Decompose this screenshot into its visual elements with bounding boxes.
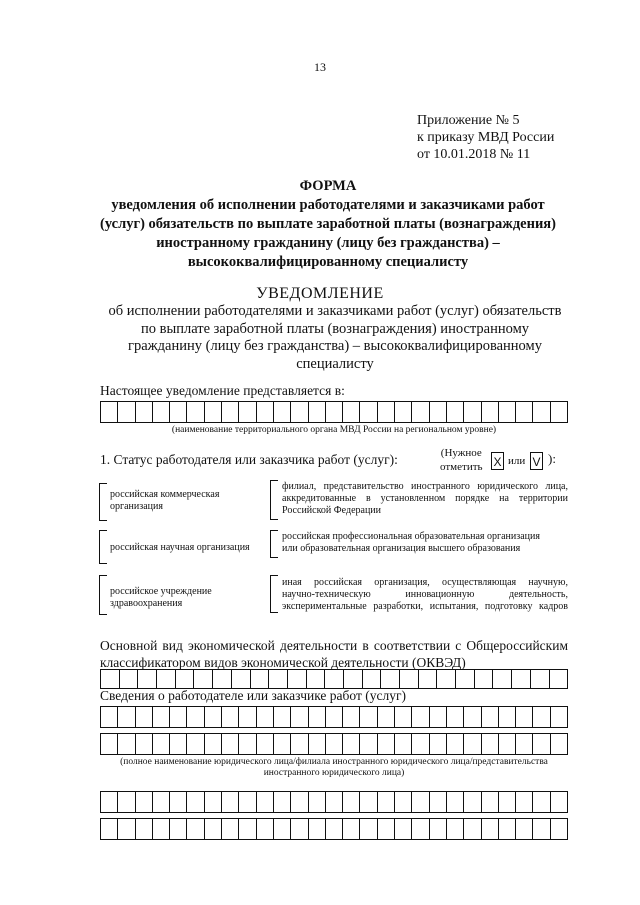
grid-cell[interactable] <box>274 707 291 727</box>
grid-cell[interactable] <box>378 707 395 727</box>
grid-cell[interactable] <box>412 819 429 839</box>
grid-cell[interactable] <box>400 670 419 688</box>
grid-cell[interactable] <box>360 792 377 812</box>
grid-cell[interactable] <box>187 402 204 422</box>
status-label: 1. Статус работодателя или заказчика работ (услуг): <box>100 452 398 467</box>
grid-cell[interactable] <box>138 670 157 688</box>
grid-cell[interactable] <box>187 792 204 812</box>
grid-cell[interactable] <box>326 792 343 812</box>
mark-x-box: X <box>491 452 504 470</box>
grid-cell[interactable] <box>274 792 291 812</box>
grid-cell[interactable] <box>309 819 326 839</box>
notice-line: гражданину (лицу без гражданства) – высококвалифицированному <box>128 338 542 354</box>
employer-name-caption <box>92 757 576 779</box>
grid-cell[interactable] <box>464 402 481 422</box>
grid-cell[interactable] <box>291 734 308 754</box>
grid-cell[interactable] <box>222 734 239 754</box>
grid-cell[interactable] <box>482 707 499 727</box>
grid-cell[interactable] <box>499 402 516 422</box>
grid-cell[interactable] <box>499 734 516 754</box>
grid-cell[interactable] <box>257 734 274 754</box>
grid-cell[interactable] <box>118 707 135 727</box>
branch-label <box>282 481 568 505</box>
grid-cell[interactable] <box>551 792 567 812</box>
grid-cell[interactable] <box>274 819 291 839</box>
grid-cell[interactable] <box>309 707 326 727</box>
grid-cell[interactable] <box>551 402 567 422</box>
grid-cell[interactable] <box>239 734 256 754</box>
grid-cell[interactable] <box>430 402 447 422</box>
grid-cell[interactable] <box>176 670 195 688</box>
grid-cell[interactable] <box>395 819 412 839</box>
grid-cell[interactable] <box>464 792 481 812</box>
grid-cell[interactable] <box>101 792 118 812</box>
option-line: российское учреждение <box>110 586 212 597</box>
notice-line: об исполнении работодателями и заказчиками работ (услуг) обязательств <box>108 303 562 319</box>
grid-cell[interactable] <box>101 819 118 839</box>
grid-cell[interactable] <box>551 707 567 727</box>
or-text: или <box>508 455 526 467</box>
grid-cell[interactable] <box>395 402 412 422</box>
grid-cell[interactable] <box>343 792 360 812</box>
grid-cell[interactable] <box>326 734 343 754</box>
grid-cell[interactable] <box>170 792 187 812</box>
employer-grid-4[interactable] <box>100 818 568 840</box>
grid-cell[interactable] <box>464 819 481 839</box>
grid-cell[interactable] <box>187 734 204 754</box>
grid-cell[interactable] <box>516 707 533 727</box>
caption-line: (полное наименование юридического лица/филиала иностранного юридического лица/представительства <box>120 757 548 767</box>
grid-cell[interactable] <box>482 792 499 812</box>
other-org-checkbox[interactable] <box>270 575 278 613</box>
grid-cell[interactable] <box>187 707 204 727</box>
grid-cell[interactable] <box>136 734 153 754</box>
territorial-body-grid[interactable] <box>100 401 568 423</box>
grid-cell[interactable] <box>395 707 412 727</box>
grid-cell[interactable] <box>118 402 135 422</box>
grid-cell[interactable] <box>291 792 308 812</box>
form-heading-line: иностранному гражданину (лицу без гражданства) – <box>156 235 500 251</box>
grid-cell[interactable] <box>120 670 139 688</box>
grid-cell[interactable] <box>257 819 274 839</box>
grid-cell[interactable] <box>101 707 118 727</box>
appendix-line: к приказу МВД России <box>417 130 555 145</box>
grid-cell[interactable] <box>499 792 516 812</box>
grid-cell[interactable] <box>136 792 153 812</box>
grid-cell[interactable] <box>412 402 429 422</box>
option-line <box>282 589 568 601</box>
grid-cell[interactable] <box>412 707 429 727</box>
notice-line: по выплате заработной платы (вознаграждения) иностранному <box>141 320 529 337</box>
grid-cell[interactable] <box>493 670 512 688</box>
grid-cell[interactable] <box>419 670 438 688</box>
option-line: аккредитованные в установленном порядке на территории <box>282 493 568 504</box>
commercial-org-checkbox[interactable] <box>99 483 107 521</box>
grid-cell[interactable] <box>194 670 213 688</box>
option-line: здравоохранения <box>110 598 183 609</box>
grid-cell[interactable] <box>239 792 256 812</box>
grid-cell[interactable] <box>101 670 120 688</box>
okved-label <box>100 637 568 671</box>
status-close: ): <box>548 451 556 466</box>
status-hint-line: отметить <box>440 461 483 473</box>
scientific-org-label: российская научная организация <box>110 542 250 553</box>
grid-cell[interactable] <box>222 819 239 839</box>
grid-cell[interactable] <box>170 819 187 839</box>
grid-cell[interactable] <box>381 670 400 688</box>
grid-cell[interactable] <box>516 734 533 754</box>
presented-to-label: Настоящее уведомление представляется в: <box>100 383 345 398</box>
option-word: инновационную <box>405 589 475 600</box>
grid-cell[interactable] <box>222 707 239 727</box>
grid-cell[interactable] <box>430 792 447 812</box>
grid-cell[interactable] <box>170 402 187 422</box>
form-heading-line: (услуг) обязательств по выплате заработной платы (вознаграждения) <box>100 216 556 232</box>
grid-cell[interactable] <box>288 670 307 688</box>
grid-cell[interactable] <box>475 670 494 688</box>
okved-grid[interactable] <box>100 669 568 689</box>
grid-cell[interactable] <box>239 707 256 727</box>
grid-cell[interactable] <box>222 402 239 422</box>
form-heading-title: ФОРМА <box>299 178 357 194</box>
grid-cell[interactable] <box>213 670 232 688</box>
grid-cell[interactable] <box>222 792 239 812</box>
healthcare-checkbox[interactable] <box>99 575 107 615</box>
employer-name-grid-1[interactable] <box>100 706 568 728</box>
grid-cell[interactable] <box>309 792 326 812</box>
grid-cell[interactable] <box>239 402 256 422</box>
grid-cell[interactable] <box>412 792 429 812</box>
grid-cell[interactable] <box>447 707 464 727</box>
form-heading <box>80 177 576 272</box>
grid-cell[interactable] <box>326 402 343 422</box>
grid-cell[interactable] <box>343 819 360 839</box>
grid-cell[interactable] <box>101 734 118 754</box>
grid-cell[interactable] <box>482 402 499 422</box>
grid-cell[interactable] <box>551 734 567 754</box>
grid-cell[interactable] <box>257 707 274 727</box>
grid-cell[interactable] <box>269 670 288 688</box>
grid-cell[interactable] <box>309 734 326 754</box>
scientific-org-checkbox[interactable] <box>99 530 107 564</box>
grid-cell[interactable] <box>395 792 412 812</box>
grid-cell[interactable] <box>533 819 550 839</box>
grid-cell[interactable] <box>360 707 377 727</box>
grid-cell[interactable] <box>307 670 326 688</box>
branch-checkbox[interactable] <box>270 480 278 520</box>
grid-cell[interactable] <box>187 819 204 839</box>
option-line: или образовательная организация высшего образования <box>282 543 521 554</box>
grid-cell[interactable] <box>153 402 170 422</box>
grid-cell[interactable] <box>136 819 153 839</box>
grid-cell[interactable] <box>533 734 550 754</box>
education-org-label <box>282 531 540 555</box>
territorial-body-caption: (наименование территориального органа МВД России на региональном уровне) <box>171 425 497 435</box>
grid-cell[interactable] <box>430 707 447 727</box>
grid-cell[interactable] <box>309 402 326 422</box>
option-line: российская профессиональная образовательная организация <box>282 531 540 542</box>
grid-cell[interactable] <box>378 734 395 754</box>
notice-subtitle <box>92 303 578 373</box>
grid-cell[interactable] <box>531 670 550 688</box>
option-word: деятельность, <box>509 589 568 600</box>
grid-cell[interactable] <box>395 734 412 754</box>
other-org-label <box>282 577 568 613</box>
grid-cell[interactable] <box>101 402 118 422</box>
grid-cell[interactable] <box>533 792 550 812</box>
notice-title: УВЕДОМЛЕНИЕ <box>256 285 384 302</box>
grid-cell[interactable] <box>153 734 170 754</box>
grid-cell[interactable] <box>550 670 568 688</box>
grid-cell[interactable] <box>232 670 251 688</box>
grid-cell[interactable] <box>512 670 531 688</box>
grid-cell[interactable] <box>257 402 274 422</box>
grid-cell[interactable] <box>482 819 499 839</box>
appendix-line: от 10.01.2018 № 11 <box>417 147 531 162</box>
grid-cell[interactable] <box>153 707 170 727</box>
employer-grid-3[interactable] <box>100 791 568 813</box>
grid-cell[interactable] <box>343 402 360 422</box>
grid-cell[interactable] <box>499 819 516 839</box>
grid-cell[interactable] <box>482 734 499 754</box>
branch-label-tail: Российской Федерации <box>282 505 382 516</box>
grid-cell[interactable] <box>326 819 343 839</box>
grid-cell[interactable] <box>412 734 429 754</box>
option-line: российская коммерческая <box>110 489 220 500</box>
grid-cell[interactable] <box>499 707 516 727</box>
grid-cell[interactable] <box>343 734 360 754</box>
grid-cell[interactable] <box>363 670 382 688</box>
grid-cell[interactable] <box>360 819 377 839</box>
grid-cell[interactable] <box>291 819 308 839</box>
okved-line: Основной вид экономической деятельности в соответствии с Общероссийским <box>100 638 568 653</box>
grid-cell[interactable] <box>291 707 308 727</box>
grid-cell[interactable] <box>118 734 135 754</box>
grid-cell[interactable] <box>447 792 464 812</box>
grid-cell[interactable] <box>157 670 176 688</box>
grid-cell[interactable] <box>430 734 447 754</box>
grid-cell[interactable] <box>343 707 360 727</box>
grid-cell[interactable] <box>205 402 222 422</box>
grid-cell[interactable] <box>533 402 550 422</box>
status-hint-line: (Нужное <box>440 447 482 459</box>
healthcare-label <box>110 586 212 610</box>
option-line: иная российская организация, осуществляющая научную, <box>282 577 568 588</box>
status-hint <box>440 446 483 474</box>
education-org-checkbox[interactable] <box>270 530 278 558</box>
employer-name-grid-2[interactable] <box>100 733 568 755</box>
appendix-line: Приложение № 5 <box>417 113 520 128</box>
grid-cell[interactable] <box>251 670 270 688</box>
grid-cell[interactable] <box>153 819 170 839</box>
grid-cell[interactable] <box>274 402 291 422</box>
form-heading-line: уведомления об исполнении работодателями и заказчиками работ <box>111 197 545 213</box>
grid-cell[interactable] <box>360 402 377 422</box>
grid-cell[interactable] <box>437 670 456 688</box>
grid-cell[interactable] <box>447 734 464 754</box>
grid-cell[interactable] <box>378 402 395 422</box>
appendix-block <box>417 112 554 163</box>
option-line: организация <box>110 501 163 512</box>
grid-cell[interactable] <box>456 670 475 688</box>
grid-cell[interactable] <box>516 792 533 812</box>
grid-cell[interactable] <box>170 734 187 754</box>
grid-cell[interactable] <box>516 402 533 422</box>
grid-cell[interactable] <box>239 819 256 839</box>
grid-cell[interactable] <box>464 734 481 754</box>
grid-cell[interactable] <box>326 707 343 727</box>
grid-cell[interactable] <box>118 819 135 839</box>
grid-cell[interactable] <box>325 670 344 688</box>
employer-label: Сведения о работодателе или заказчике работ (услуг) <box>100 688 407 703</box>
grid-cell[interactable] <box>447 819 464 839</box>
grid-cell[interactable] <box>464 707 481 727</box>
grid-cell[interactable] <box>136 707 153 727</box>
grid-cell[interactable] <box>291 402 308 422</box>
grid-cell[interactable] <box>516 819 533 839</box>
grid-cell[interactable] <box>205 707 222 727</box>
grid-cell[interactable] <box>378 792 395 812</box>
option-word: научно-техническую <box>282 589 371 600</box>
grid-cell[interactable] <box>205 792 222 812</box>
grid-cell[interactable] <box>430 819 447 839</box>
option-line: филиал, представительство иностранного юридического лица, <box>282 481 568 492</box>
option-line: экспериментальные разработки, испытания, подготовку кадров <box>282 601 568 612</box>
grid-cell[interactable] <box>153 792 170 812</box>
commercial-org-label <box>110 489 219 513</box>
grid-cell[interactable] <box>274 734 291 754</box>
mark-v-box: V <box>530 452 543 470</box>
grid-cell[interactable] <box>344 670 363 688</box>
grid-cell[interactable] <box>447 402 464 422</box>
form-heading-line: высококвалифицированному специалисту <box>187 254 469 270</box>
grid-cell[interactable] <box>360 734 377 754</box>
caption-line: иностранного юридического лица) <box>263 768 405 778</box>
grid-cell[interactable] <box>118 792 135 812</box>
grid-cell[interactable] <box>205 734 222 754</box>
grid-cell[interactable] <box>170 707 187 727</box>
page-number: 13 <box>314 60 326 74</box>
grid-cell[interactable] <box>205 819 222 839</box>
grid-cell[interactable] <box>257 792 274 812</box>
grid-cell[interactable] <box>533 707 550 727</box>
grid-cell[interactable] <box>551 819 567 839</box>
okved-line: классификатором видов экономической деятельности (ОКВЭД) <box>100 655 466 670</box>
grid-cell[interactable] <box>378 819 395 839</box>
notice-line: специалисту <box>296 355 374 372</box>
grid-cell[interactable] <box>136 402 153 422</box>
